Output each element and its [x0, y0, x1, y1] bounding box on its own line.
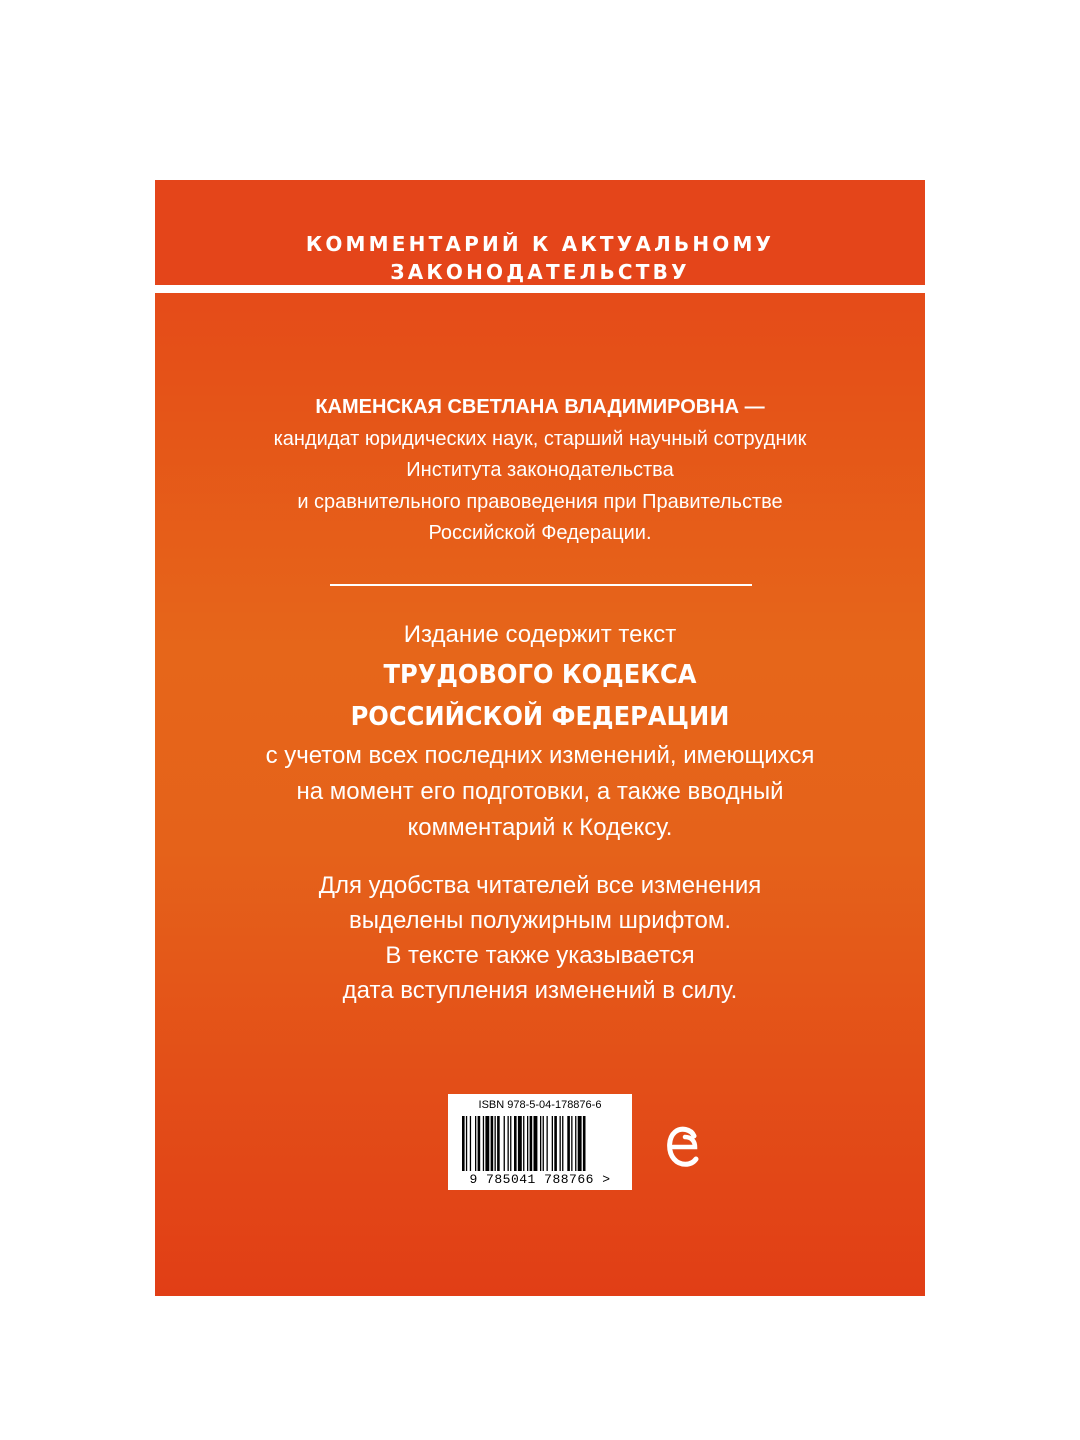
barcode-bar	[560, 1116, 561, 1171]
barcode-bar	[491, 1116, 494, 1171]
barcode-bar	[543, 1116, 544, 1171]
author-info	[155, 392, 925, 550]
barcode-bars	[462, 1116, 622, 1171]
barcode-bar	[518, 1116, 522, 1171]
isbn-label: ISBN 978-5-04-178876-6	[478, 1099, 602, 1111]
author-name: КАМЕНСКАЯ СВЕТЛАНА ВЛАДИМИРОВНА —	[315, 396, 765, 418]
barcode-bar	[466, 1116, 467, 1171]
barcode-bar	[583, 1116, 586, 1171]
note-line: Для удобства читателей все изменения	[318, 872, 762, 899]
publisher-logo-icon	[665, 1124, 701, 1170]
barcode-bar	[554, 1116, 557, 1171]
paragraph-gap	[155, 846, 925, 868]
author-credential-line: Института законодательства	[406, 459, 674, 481]
barcode-bar	[523, 1116, 524, 1171]
barcode-bar	[514, 1116, 517, 1171]
description-intro: Издание содержит текст	[403, 621, 677, 648]
series-band	[155, 180, 925, 285]
note-line: В тексте также указывается	[385, 942, 695, 969]
barcode-bar	[504, 1116, 505, 1171]
author-credential-line: Российской Федерации.	[428, 522, 652, 544]
series-label: КОММЕНТАРИЙ К АКТУАЛЬНОМУ ЗАКОНОДАТЕЛЬСТВУ	[305, 232, 775, 284]
barcode-bar	[530, 1116, 533, 1171]
code-title-line: ТРУДОВОГО КОДЕКСА	[383, 660, 697, 690]
barcode-bar	[571, 1116, 572, 1171]
book-back-cover	[155, 180, 925, 1296]
barcode-bar	[552, 1116, 553, 1171]
barcode-bar	[540, 1116, 541, 1171]
barcode-bar	[483, 1116, 484, 1171]
barcode-bar	[485, 1116, 489, 1171]
barcode-bar	[578, 1116, 582, 1171]
barcode-bar	[510, 1116, 511, 1171]
barcode-bar	[534, 1116, 538, 1171]
barcode-bar	[562, 1116, 563, 1171]
barcode-bar	[478, 1116, 481, 1171]
section-divider	[330, 584, 752, 586]
barcode-bar	[527, 1116, 528, 1171]
barcode-bar	[567, 1116, 570, 1171]
author-credential-line: и сравнительного правоведения при Правительстве	[297, 490, 783, 513]
barcode-bar	[508, 1116, 509, 1171]
barcode-bar	[497, 1116, 500, 1171]
description-line: на момент его подготовки, а также вводный	[296, 778, 784, 805]
barcode-digits: 9 785041 788766 >	[469, 1172, 611, 1187]
barcode-bar	[547, 1116, 548, 1171]
barcode-bar	[462, 1116, 465, 1171]
barcode-bar	[470, 1116, 471, 1171]
isbn-barcode	[448, 1094, 632, 1190]
description-line: комментарий к Кодексу.	[407, 814, 673, 841]
barcode-bar	[495, 1116, 496, 1171]
author-credential-line: кандидат юридических наук, старший научный сотрудник	[273, 427, 807, 450]
description-line: с учетом всех последних изменений, имеющихся	[265, 742, 815, 769]
barcode-bar	[475, 1116, 476, 1171]
barcode-bar	[575, 1116, 576, 1171]
series-divider	[155, 285, 925, 293]
description-block	[155, 616, 925, 1008]
code-title-line: РОССИЙСКОЙ ФЕДЕРАЦИИ	[350, 702, 730, 732]
note-line: дата вступления изменений в силу.	[342, 977, 738, 1004]
note-line: выделены полужирным шрифтом.	[348, 907, 732, 934]
